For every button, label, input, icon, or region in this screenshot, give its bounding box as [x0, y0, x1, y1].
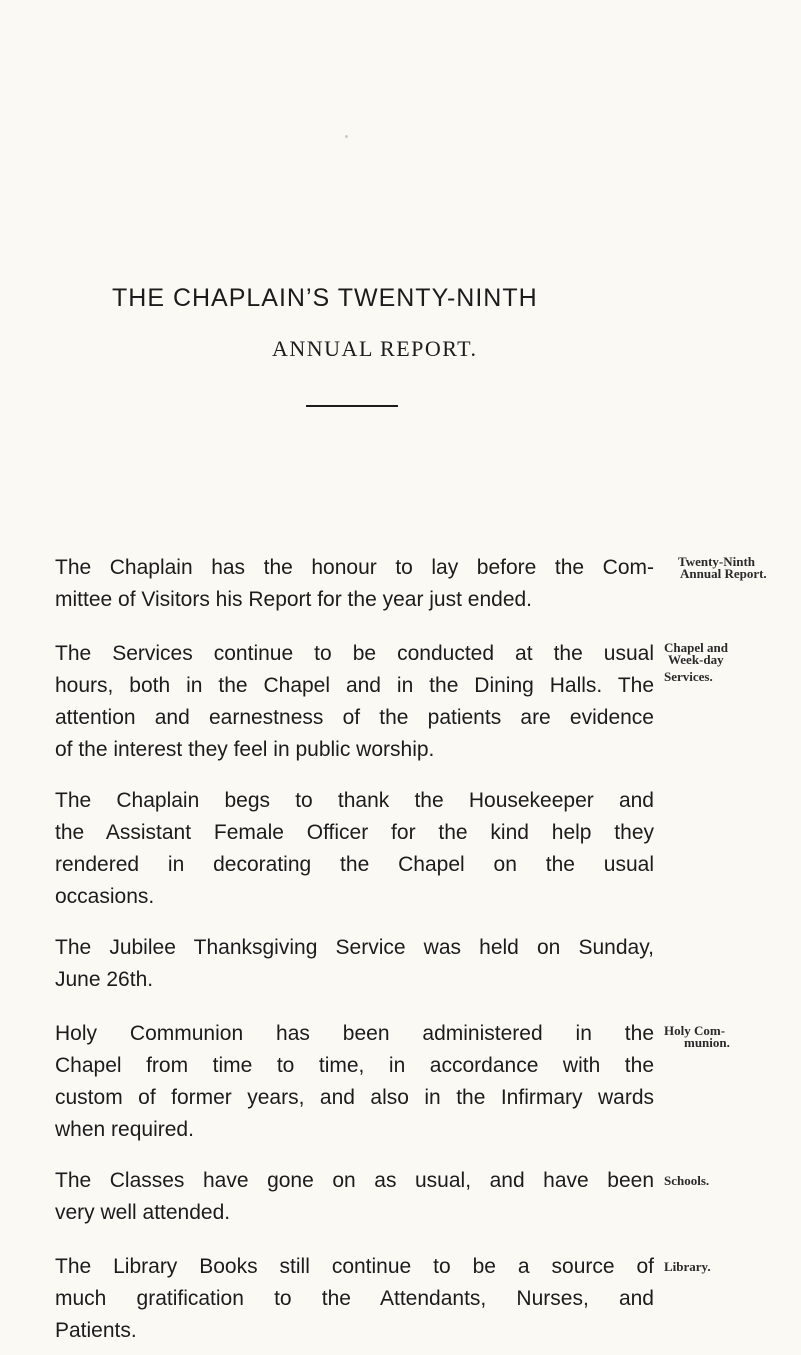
marginal-note-line: Chapel and [664, 640, 728, 655]
text-line: rendered in decorating the Chapel on the usual [55, 853, 654, 876]
text-line: The Chaplain begs to thank the Housekeeper and [55, 789, 654, 812]
text-line: The Jubilee Thanksgiving Service was held on Sunday, [55, 936, 654, 959]
marginal-note-chapel-services [664, 642, 796, 683]
marginal-note-line: munion. [684, 1035, 730, 1050]
paragraph-schools [55, 1165, 654, 1229]
text-line: much gratification to the Attendants, Nurses, and [55, 1287, 654, 1310]
report-title-line-2: ANNUAL REPORT. [272, 336, 478, 361]
text-line: The Chaplain has the honour to lay before the Com- [55, 556, 654, 579]
text-line: June 26th. [55, 968, 154, 991]
marginal-note-line: Schools. [664, 1173, 710, 1188]
paragraph-library [55, 1251, 654, 1347]
marginal-note-line: Annual Report. [680, 566, 767, 581]
title-divider [306, 405, 398, 407]
text-line: The Library Books still continue to be a source of [55, 1255, 654, 1278]
text-line: mittee of Visitors his Report for the year just ended. [55, 588, 533, 611]
marginal-note-line: Services. [664, 669, 713, 684]
marginal-note-library [664, 1261, 796, 1273]
text-line: very well attended. [55, 1201, 231, 1224]
text-line: The Services continue to be conducted at the usual [55, 642, 654, 665]
paragraph-services [55, 638, 654, 766]
paper-speck [345, 135, 348, 138]
paragraph-jubilee [55, 932, 654, 996]
marginal-note-holy-communion [664, 1025, 796, 1049]
marginal-note-schools [664, 1175, 796, 1187]
marginal-note-line: Twenty-Ninth [678, 554, 756, 569]
marginal-note-line: Holy Com- [664, 1023, 726, 1038]
report-title-line-1: THE CHAPLAIN’S TWENTY-NINTH [112, 284, 538, 312]
paragraph-introduction [55, 552, 654, 616]
paragraph-holy-communion [55, 1018, 654, 1146]
text-line: attention and earnestness of the patients are evidence [55, 706, 654, 729]
text-line: custom of former years, and also in the Infirmary wards [55, 1086, 654, 1109]
text-line: Holy Communion has been administered in the [55, 1022, 654, 1045]
text-line: occasions. [55, 885, 155, 908]
marginal-note-annual-report [664, 556, 796, 580]
marginal-note-line: Week-day [668, 652, 724, 667]
text-line: the Assistant Female Officer for the kind help they [55, 821, 654, 844]
marginal-note-line: Library. [664, 1259, 711, 1274]
paragraph-thanks [55, 785, 654, 913]
text-line: when required. [55, 1118, 194, 1141]
text-line: The Classes have gone on as usual, and have been [55, 1169, 654, 1192]
text-line: Patients. [55, 1319, 137, 1342]
text-line: hours, both in the Chapel and in the Dining Halls. The [55, 674, 654, 697]
text-line: Chapel from time to time, in accordance with the [55, 1054, 654, 1077]
text-line: of the interest they feel in public worship. [55, 738, 435, 761]
